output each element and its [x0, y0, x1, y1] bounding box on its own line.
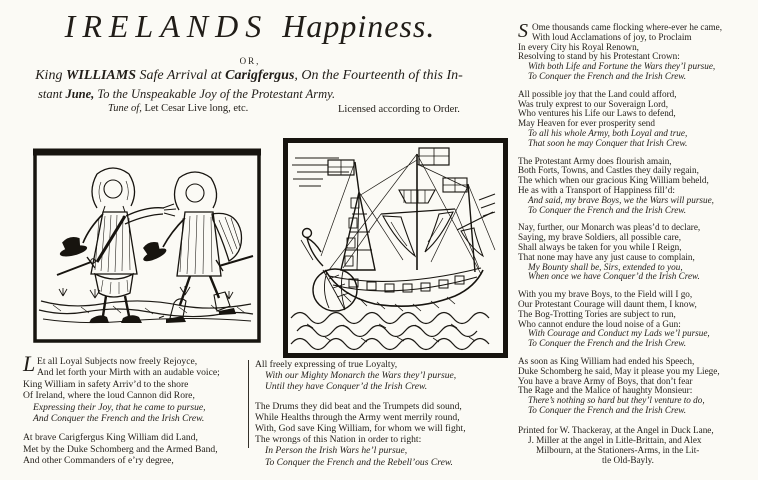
verse-line: Of Ireland, where the loud Cannon did Rore, [23, 390, 195, 402]
fore-flag [328, 160, 354, 175]
title-word-irelands: IRELANDS [64, 8, 269, 44]
verse-line: He as with a Transport of Happiness fill’d: [518, 184, 675, 195]
verse-line: At brave Carigfergus King William did Land, [23, 432, 198, 444]
license-note: Licensed according to Order. [338, 104, 460, 115]
verse-line: All freely expressing of true Loyalty, [255, 359, 398, 370]
tune-line [108, 103, 248, 114]
verse-line: Met by the Duke Schomberg and the Armed Band, [23, 443, 218, 455]
hat-in-hand [138, 238, 168, 264]
tune-label: Tune of, [108, 103, 142, 114]
verse-line: Was truly exprest to our Soveraign Lord, [518, 98, 669, 109]
drop-cap: L [23, 351, 36, 376]
verse-line: While Healths through the Army went merrily round, [255, 411, 460, 423]
chorus-line: My Bounty shall be, Sirs, extended to you, [528, 261, 683, 272]
verse-line: The Bog-Trotting Tories are subject to run, [518, 308, 676, 319]
drop-cap: S [518, 20, 528, 42]
or-label: OR, [239, 56, 261, 66]
verse-line: And other Commanders of e’ry degree, [23, 455, 174, 467]
right-commander-figure [138, 172, 253, 323]
title-word-happiness: Happiness. [282, 8, 436, 44]
verse-line: Who cannot endure the loud noise of a Gun: [518, 318, 681, 329]
subtitle-segment: King [35, 68, 66, 83]
stanza [23, 351, 247, 425]
left-verse-column [23, 351, 247, 467]
chorus-line: To all his whole Army, both Loyal and true, [528, 127, 688, 138]
verse-line: Et all Loyal Subjects now freely Rejoyce, [37, 356, 198, 367]
middle-verse-column [255, 359, 489, 468]
subtitle-segment: , On the Fourteenth of this In- [294, 68, 463, 83]
ground [39, 286, 253, 323]
imprint-line: Printed for W. Thackeray, at the Angel in Duck Lane, [518, 424, 714, 435]
chorus-line: With our Mighty Monarch the Wars they’l pursue, [265, 370, 457, 382]
verse-line: Duke Schomberg he said, May it please you my Liege, [518, 365, 720, 376]
chorus-line: To Conquer the French and the Irish Crew. [528, 70, 687, 81]
tune-text: Let Cesar Live long, etc. [141, 103, 249, 114]
verse-line: The Drums they did beat and the Trumpets did sound, [255, 400, 462, 412]
imprint [518, 425, 758, 465]
verse-line: Who ventures his Life our Laws to defend, [518, 108, 676, 119]
chorus-line: To Conquer the French and the Irish Crew. [528, 338, 687, 349]
sword [57, 262, 91, 275]
stanza [255, 401, 489, 468]
verse-line: The Protestant Army does flourish amain, [518, 155, 672, 166]
stanza [518, 20, 758, 82]
chorus-line: In Person the Irish Wars he’l pursue, [265, 445, 408, 457]
chorus-line: There’s nothing so hard but they’l venture to do, [528, 395, 705, 406]
subtitle-segment: To the Unspeakable Joy of the Protestant Army. [94, 87, 336, 101]
sword [219, 256, 253, 266]
hat-in-hand [57, 234, 89, 259]
chorus-line: And Conquer the French and the Irish Crew. [33, 413, 205, 425]
verse-line: Ome thousands came flocking where-ever he came, [532, 22, 723, 32]
stanza [23, 432, 247, 466]
verse-line: With you my brave Boys, to the Field will I go, [518, 289, 693, 300]
verse-line: You have a brave Army of Boys, that don’t fear [518, 375, 693, 386]
right-verse-column [518, 20, 758, 465]
subtitle-segment: stant [38, 87, 66, 101]
waves [291, 313, 489, 350]
verse-line: And let forth your Mirth with an audable voice; [37, 367, 220, 379]
subtitle-segment: Safe Arrival at [135, 68, 226, 83]
main-mast [381, 148, 455, 270]
verse-line: In every City his Royal Renown, [518, 41, 639, 52]
fore-mast [328, 160, 375, 270]
mizzen-mast [443, 178, 493, 272]
sky-hatching [292, 158, 495, 216]
hull [325, 268, 483, 311]
stern-lantern [303, 229, 312, 238]
chorus-line: To Conquer the French and the Irish Crew. [528, 204, 687, 215]
imprint-line: tle Old-Bayly. [602, 454, 654, 465]
chorus-line: With Courage and Conduct my Lads we’l pursue, [528, 328, 710, 339]
verse-line: As soon as King William had ended his Speech, [518, 355, 695, 366]
verse-line: The wrongs of this Nation in order to right: [255, 434, 422, 446]
stanza [255, 359, 489, 393]
imprint-line: J. Miller at the angel in Litle-Brittain, and Alex [528, 434, 702, 445]
grass-tufts [59, 286, 233, 299]
subtitle-segment-carigfergus: Carigfergus [225, 68, 295, 83]
subtitle-line-1 [4, 68, 494, 84]
chorus-line: To Conquer the French and the Rebell’ous Crew. [265, 456, 453, 468]
warship-woodcut [283, 138, 508, 358]
chorus-line: And said, my brave Boys, we the Wars will pursue, [528, 194, 714, 205]
mizzen-flag [443, 178, 467, 192]
chorus-line: Until they have Conquer’d the Irish Crew. [265, 381, 428, 393]
verse-line: Saying, my brave Soldiers, all possible care, [518, 232, 682, 243]
verse-line: With, God save King William, for whom we will fight, [255, 423, 466, 435]
page-title [18, 8, 482, 45]
chorus-line: With both Life and Fortune the Wars they’l pursue, [528, 61, 716, 72]
imprint-line: Milbourn, at the Stationers-Arms, in the Lit- [536, 444, 700, 455]
verse-line: The which when our gracious King William beheld, [518, 175, 709, 186]
verse-line: All possible joy that the Land could afford, [518, 88, 677, 99]
verse-line: Shall always be taken for you while I Reign, [518, 241, 682, 252]
verse-line: Resolving to stand by his Protestant Crown: [518, 51, 680, 62]
verse-line: Nay, further, our Monarch was pleas’d to declare, [518, 222, 701, 233]
stanza [518, 157, 758, 216]
verse-line: The Rage and the Malice of haughty Monsieur: [518, 385, 693, 396]
two-commanders-woodcut [33, 148, 261, 345]
subtitle-segment-june: June, [65, 87, 95, 101]
verse-line: Both Forts, Towns, and Castles they daily regain, [518, 165, 699, 176]
verse-line: Our Protestant Courage will daunt them, I know, [518, 298, 697, 309]
chorus-line: That soon he may Conquer that Irish Crew. [528, 137, 688, 148]
column-rule [248, 360, 249, 448]
chorus-line: When once we have Conquer’d the Irish Crew. [528, 271, 700, 282]
chorus-line: Expressing their Joy, that he came to pursue, [33, 401, 206, 413]
stanza [518, 290, 758, 349]
verse-line: King William in safety Arriv’d to the shore [23, 378, 189, 390]
stanza [518, 357, 758, 416]
stanza [518, 90, 758, 149]
subtitle-segment-williams: WILLIAMS [65, 68, 136, 83]
verse-line: That none may have any just cause to complain, [518, 251, 695, 262]
subtitle-line-2 [38, 87, 335, 102]
verse-line: With loud Acclamations of joy, to Proclaim [532, 31, 692, 42]
verse-line: May Heaven for ever prosperity send [518, 118, 655, 129]
stanza [518, 223, 758, 282]
main-flag [419, 148, 449, 165]
chorus-line: To Conquer the French and the Irish Crew. [528, 404, 687, 415]
